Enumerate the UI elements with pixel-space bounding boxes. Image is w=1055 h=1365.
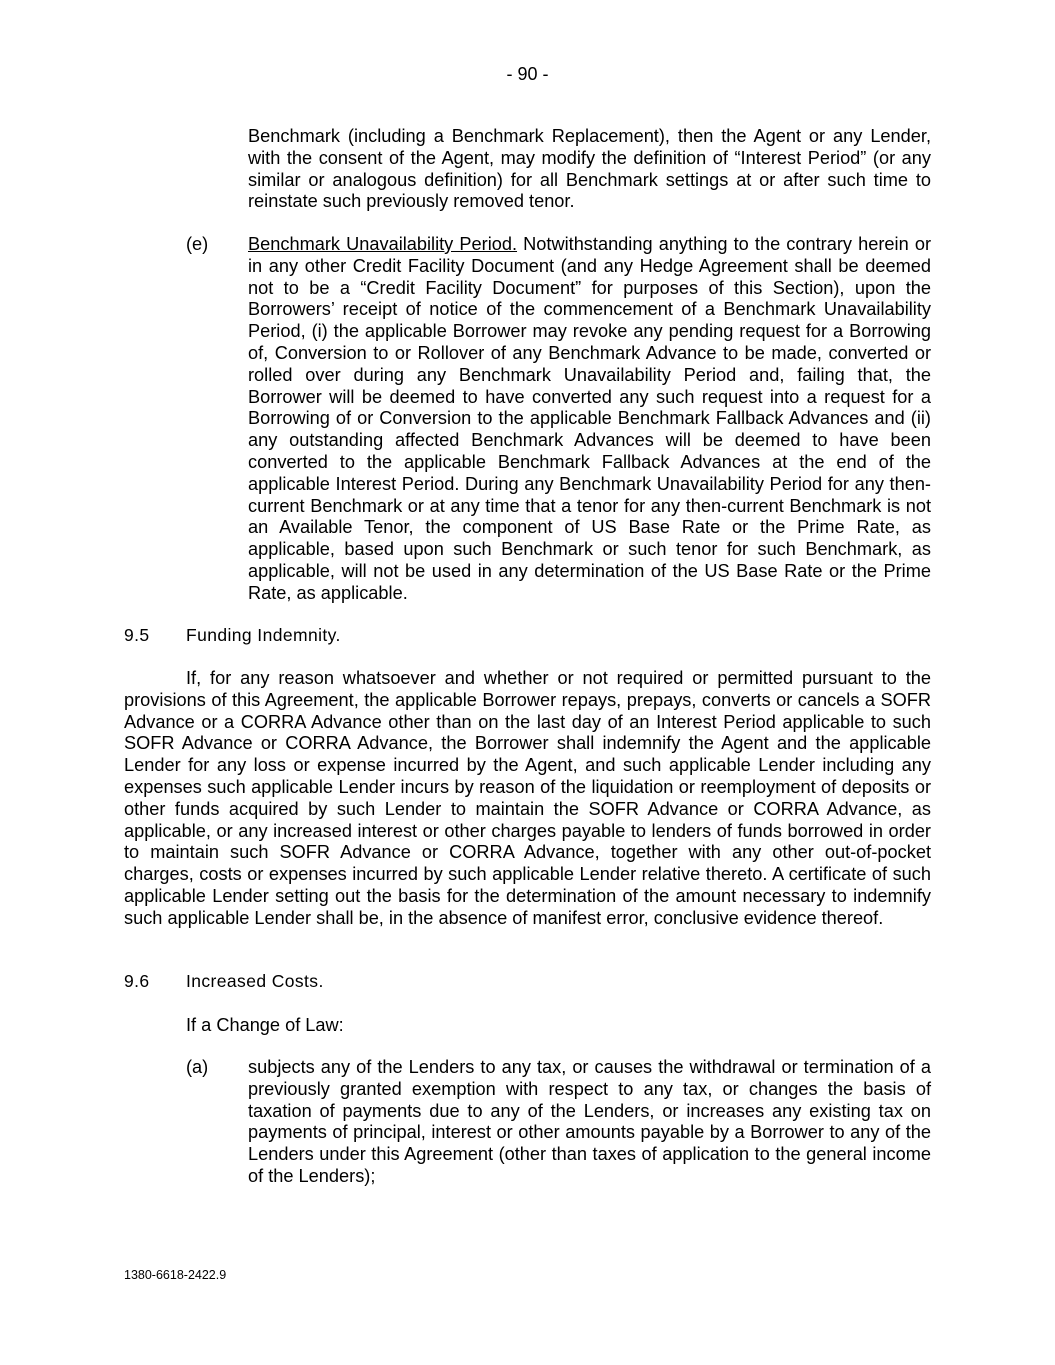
section-9-5-title: Funding Indemnity.: [186, 625, 341, 645]
page-number: - 90 -: [506, 64, 549, 84]
clause-e-label: (e): [186, 234, 209, 254]
document-id-footer: 1380-6618-2422.9: [124, 1268, 227, 1282]
clause-a-paragraph: subjects any of the Lenders to any tax, or causes the withdrawal or termination of a previously granted exemption with respect to any tax, or changes the basis of taxation of payments due to any of the Lenders, or increases any existing tax on payments of principal, interest or other amounts payable by a Borrower to any of the Lenders under this Agreement (other than taxes of application to the general income of the Lenders);: [248, 1057, 931, 1186]
clause-e-paragraph: [248, 234, 931, 605]
section-9-5-paragraph: If, for any reason whatsoever and whether or not required or permitted pursuant to the provisions of this Agreement, the applicable Borrower repays, prepays, converts or cancels a SOFR Advance or a CORRA Advance other than on the last day of an Interest Period applicable to such SOFR Advance or CORRA Advance, the Borrower shall indemnify the Agent and the applicable Lender for any loss or expense incurred by the Agent, and such applicable Lender including any expenses such applicable Lender incurs by reason of the liquidation or reemployment of deposits or other funds acquired by such Lender to maintain the SOFR Advance or CORRA Advance, as applicable, or any increased interest or other charges payable to lenders of funds borrowed in order to maintain such SOFR Advance or CORRA Advance, together with any other out-of-pocket charges, costs or expenses incurred by such applicable Lender relative thereto. A certificate of such applicable Lender setting out the basis for the determination of the amount necessary to indemnify such applicable Lender shall be, in the absence of manifest error, conclusive evidence thereof.: [124, 668, 931, 928]
section-9-5-number: 9.5: [124, 625, 150, 645]
clause-e-text: Notwithstanding anything to the contrary herein or in any other Credit Facility Document (and any Hedge Agreement shall be deemed not to be a “Credit Facility Document” for purposes of this Section), upon the Borrowers’ receipt of notice of the commencement of a Benchmark Unavailability Period, (i) the applicable Borrower may revoke any pending request for a Borrowing of, Conversion to or Rollover of any Benchmark Advance to be made, converted or rolled over during any Benchmark Unavailability Period and, failing that, the Borrower will be deemed to have converted any such request into a request for a Borrowing of or Conversion to the applicable Benchmark Fallback Advances and (ii) any outstanding affected Benchmark Advances will be deemed to have been converted to the applicable Benchmark Fallback Advances at the end of the applicable Interest Period. During any Benchmark Unavailability Period for any then-current Benchmark or at any time that a tenor for any then-current Benchmark is not an Available Tenor, the component of US Base Rate or the Prime Rate, as applicable, based upon such Benchmark or such tenor for such Benchmark, as applicable, will not be used in any determination of the US Base Rate or the Prime Rate, as applicable.: [248, 234, 931, 603]
continuation-paragraph: Benchmark (including a Benchmark Replacement), then the Agent or any Lender, with the consent of the Agent, may modify the definition of “Interest Period” (or any similar or analogous definition) for all Benchmark settings at or after such time to reinstate such previously removed tenor.: [248, 126, 931, 212]
section-9-6-number: 9.6: [124, 971, 150, 991]
section-9-6-intro: If a Change of Law:: [186, 1015, 344, 1035]
clause-a-label: (a): [186, 1057, 209, 1077]
clause-e-title: Benchmark Unavailability Period.: [248, 234, 518, 254]
section-9-6-title: Increased Costs.: [186, 971, 324, 991]
